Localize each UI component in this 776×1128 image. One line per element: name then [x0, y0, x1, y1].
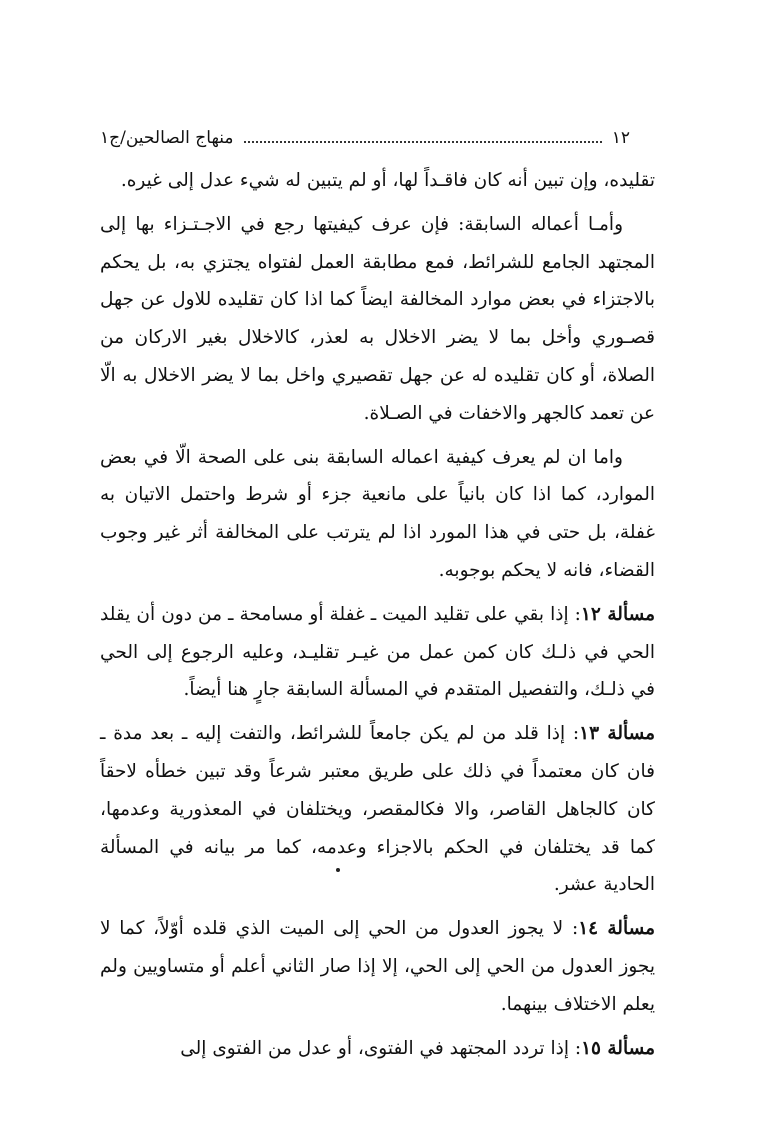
issue-12 [100, 596, 655, 709]
issue-text: : إذا بقي على تقليد الميت ـ غفلة أو مسامحة ـ من دون أن يقلد الحي في ذلـك كان كمن عمل من غيـر تقليـد، وعليه الرجوع إلى الحي في ذلـك، والتفصيل المتقدم في المسألة السابقة جارٍ هنا أيضاً. [100, 603, 655, 701]
running-title: منهاج الصالحين/ج١ [100, 128, 234, 148]
issue-label: مسألة ١٥ [581, 1037, 655, 1059]
running-header [100, 118, 630, 148]
leader-dots [244, 127, 602, 143]
body-text [100, 162, 655, 1073]
issue-label: مسألة ١٢ [580, 603, 655, 625]
paragraph-previous-acts: وأمـا أعماله السابقة: فإن عرف كيفيتها رجع في الاجـتـزاء بها إلى المجتهد الجامع للشرائط، فمع مطابقة العمل لفتواه يجتزي به، بل يحكم بالاجتزاء في بعض موارد المخالفة ايضاً كما اذا كان تقليده للاول عن جهل قصـوري وأخل بما لا يضر الاخلال به لعذر، كالاخلال بغير الاركان من الصلاة، أو كان تقليده له عن جهل تقصيري واخل بما لا يضر الاخلال به الّا عن تعمد كالجهر والاخفات في الصـلاة. [100, 213, 655, 424]
issue-text: : إذا تردد المجتهد في الفتوى، أو عدل من الفتوى إلى [180, 1037, 582, 1059]
issue-text: : إذا قلد من لم يكن جامعاً للشرائط، والتفت إليه ـ بعد مدة ـ فان كان معتمداً في ذلك على طريق معتبر شرعاً وقد تبين خطأه لاحقاً كان كالجاهل القاصر، والا فكالمقصر، ويختلفان في المعذورية وعدمها، كما قد يختلفان في الحكم بالاجزاء وعدمه، كما مر بيانه في المسألة الحادية عشر. [100, 723, 655, 896]
issue-label: مسألة ١٤ [578, 918, 655, 940]
paragraph-unknown-acts: واما ان لم يعرف كيفية اعماله السابقة بنى على الصحة الّا في بعض الموارد، كما اذا كان بانياً على مانعية جزء أو شرط واحتمل الاتيان به غفلة، بل حتى في هذا المورد اذا لم يترتب على المخالفة أثر غير وجوب القضاء، فانه لا يحكم بوجوبه. [100, 446, 655, 581]
page-number: ١٢ [611, 128, 630, 148]
issue-label: مسألة ١٣ [579, 723, 656, 745]
issue-14 [100, 910, 655, 1023]
issue-13 [100, 715, 655, 904]
issue-15 [100, 1030, 655, 1068]
paragraph-continuation: تقليده، وإن تبين أنه كان فاقـداً لها، أو لم يتبين له شيء عدل إلى غيره. [120, 170, 655, 191]
issue-text: : لا يجوز العدول من الحي إلى الميت الذي قلده أوّلاً، كما لا يجوز العدول من الحي إلى الحي، إلا إذا صار الثاني أعلم أو متساويين ولم يعلم الاختلاف بينهما. [100, 918, 655, 1015]
stray-mark [336, 868, 340, 872]
